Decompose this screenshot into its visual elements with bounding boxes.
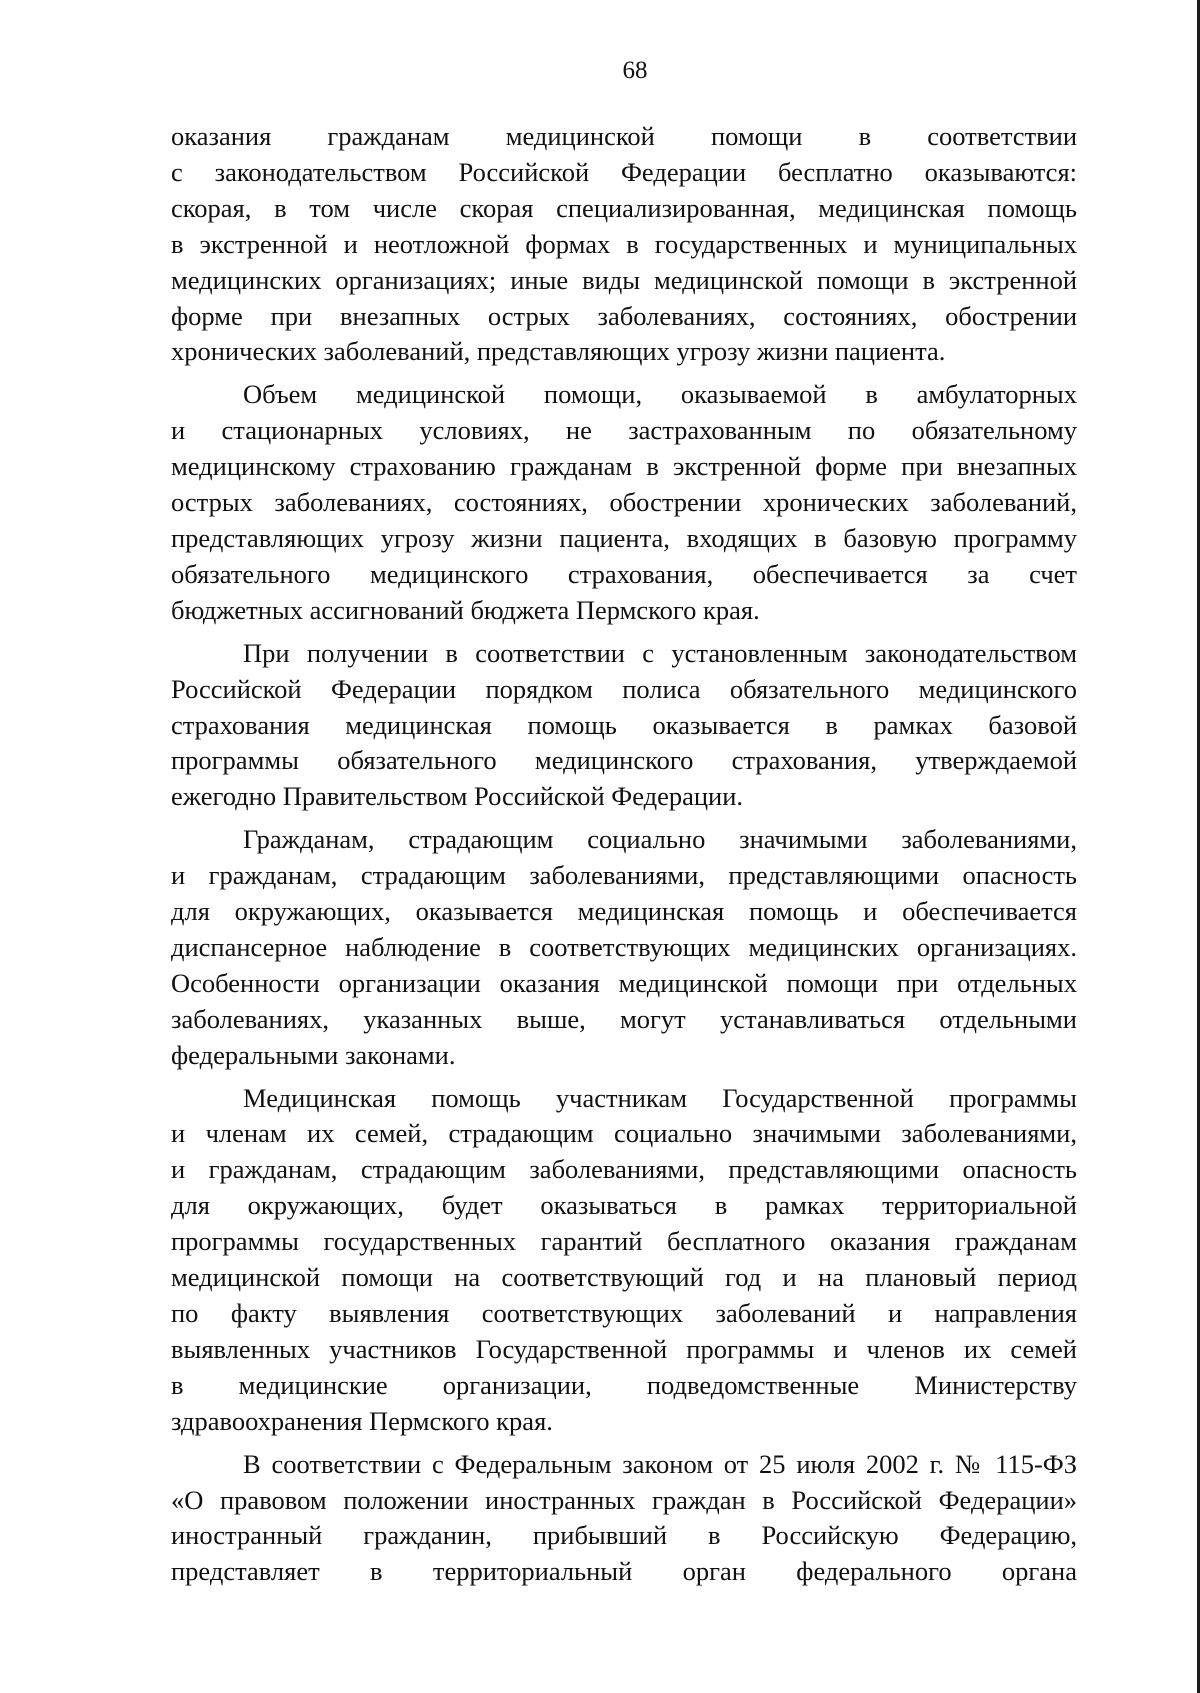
paragraph-state-program-participants [171, 1081, 1077, 1440]
text-line: Особенности организации оказания медицинской помощи при отдельных [171, 967, 1077, 998]
text-line: представляет в территориальный орган федерального органа [171, 1556, 1077, 1587]
text-line: медицинских организациях; иные виды медицинской помощи в экстренной [171, 264, 1077, 295]
text-line: страхования медицинская помощь оказывается в рамках базовой [171, 709, 1077, 740]
text-line: Объем медицинской помощи, оказываемой в амбулаторных [243, 379, 1077, 410]
text-line: «О правовом положении иностранных граждан в Российской Федерации» [171, 1484, 1077, 1515]
text-line: острых заболеваниях, состояниях, обострении хронических заболеваний, [171, 487, 1077, 518]
paragraph-insurance-policy [171, 636, 1077, 816]
document-body [171, 119, 1077, 1590]
text-line: хронических заболеваний, представляющих угрозу жизни пациента. [171, 336, 946, 367]
text-line: для окружающих, оказывается медицинская помощь и обеспечивается [171, 896, 1077, 927]
paragraph-emergency-care-volume [171, 377, 1077, 628]
text-line: здравоохранения Пермского края. [171, 1405, 553, 1436]
text-line: и гражданам, страдающим заболеваниями, представляющими опасность [171, 1154, 1077, 1185]
text-line: иностранный гражданин, прибывший в Российскую Федерацию, [171, 1520, 1077, 1551]
text-line: диспансерное наблюдение в соответствующих медицинских организациях. [171, 931, 1077, 962]
text-line: оказания гражданам медицинской помощи в соответствии [171, 121, 1077, 151]
text-line: федеральными законами. [171, 1039, 456, 1070]
paragraph-foreign-citizens [171, 1447, 1077, 1591]
text-line: ежегодно Правительством Российской Федерации. [171, 781, 744, 812]
page-number: 68 [622, 57, 648, 84]
text-line: для окружающих, будет оказываться в рамках территориальной [171, 1190, 1077, 1221]
text-line: скорая, в том числе скорая специализированная, медицинская помощь [171, 192, 1077, 223]
text-line: по факту выявления соответствующих заболеваний и направления [171, 1298, 1077, 1328]
text-line: заболеваниях, указанных выше, могут устанавливаться отдельными [171, 1003, 1077, 1034]
text-line: бюджетных ассигнований бюджета Пермского края. [171, 594, 760, 625]
text-line: с законодательством Российской Федерации бесплатно оказываются: [171, 156, 1077, 187]
text-line: Медицинская помощь участникам Государственной программы [243, 1082, 1077, 1113]
paragraph-socially-significant-diseases [171, 822, 1077, 1073]
text-line: При получении в соответствии с установленным законодательством [243, 637, 1077, 668]
text-line: медицинской помощи на соответствующий год и на плановый период [171, 1262, 1077, 1293]
text-line: программы государственных гарантий бесплатного оказания гражданам [171, 1226, 1077, 1257]
text-line: представляющих угрозу жизни пациента, входящих в базовую программу [171, 522, 1077, 553]
text-line: в медицинские организации, подведомственные Министерству [171, 1369, 1077, 1400]
text-line: Гражданам, страдающим социально значимыми заболеваниями, [243, 824, 1077, 855]
text-line: и гражданам, страдающим заболеваниями, представляющими опасность [171, 860, 1077, 891]
text-line: выявленных участников Государственной программы и членов их семей [171, 1333, 1077, 1364]
text-line: в экстренной и неотложной формах в государственных и муниципальных [171, 228, 1077, 259]
text-line: обязательного медицинского страхования, обеспечивается за счет [171, 558, 1077, 589]
text-line: и членам их семей, страдающим социально значимыми заболеваниями, [171, 1118, 1077, 1149]
text-line: и стационарных условиях, не застрахованным по обязательному [171, 415, 1077, 446]
paragraph-continuation [171, 119, 1077, 370]
text-line: Российской Федерации порядком полиса обязательного медицинского [171, 673, 1077, 704]
text-line: программы обязательного медицинского страхования, утверждаемой [171, 745, 1077, 776]
text-line: В соответствии с Федеральным законом от 25 июля 2002 г. № 115-ФЗ [243, 1448, 1077, 1479]
text-line: форме при внезапных острых заболеваниях, состояниях, обострении [171, 300, 1077, 331]
text-line: медицинскому страхованию гражданам в экстренной форме при внезапных [171, 451, 1077, 482]
